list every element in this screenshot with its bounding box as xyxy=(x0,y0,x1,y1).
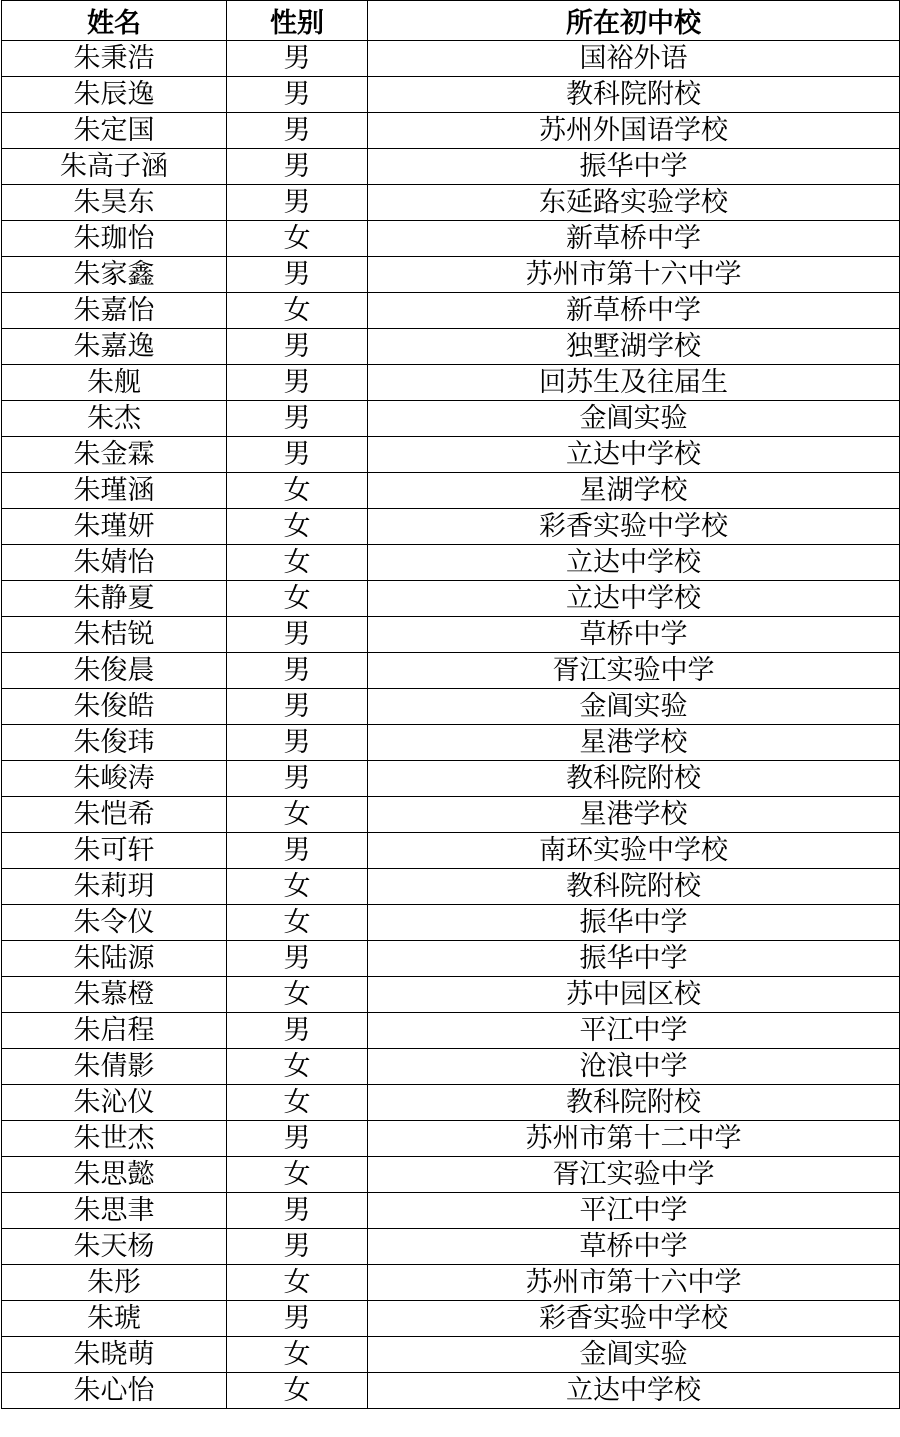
cell-name: 朱辰逸 xyxy=(2,77,227,113)
cell-school: 教科院附校 xyxy=(368,761,900,797)
table-row xyxy=(2,473,900,509)
cell-school: 星湖学校 xyxy=(368,473,900,509)
cell-school: 苏州市第十六中学 xyxy=(368,257,900,293)
cell-gender: 女 xyxy=(227,545,368,581)
cell-gender: 男 xyxy=(227,329,368,365)
cell-name: 朱嘉逸 xyxy=(2,329,227,365)
cell-name: 朱启程 xyxy=(2,1013,227,1049)
table-row xyxy=(2,1121,900,1157)
cell-school: 金阊实验 xyxy=(368,1337,900,1373)
cell-school: 星港学校 xyxy=(368,797,900,833)
cell-school: 独墅湖学校 xyxy=(368,329,900,365)
cell-gender: 男 xyxy=(227,1301,368,1337)
cell-name: 朱舰 xyxy=(2,365,227,401)
table-row xyxy=(2,401,900,437)
cell-gender: 男 xyxy=(227,365,368,401)
cell-gender: 男 xyxy=(227,617,368,653)
table-row xyxy=(2,221,900,257)
cell-gender: 男 xyxy=(227,1121,368,1157)
cell-name: 朱峻涛 xyxy=(2,761,227,797)
cell-name: 朱莉玥 xyxy=(2,869,227,905)
cell-gender: 女 xyxy=(227,869,368,905)
cell-name: 朱定国 xyxy=(2,113,227,149)
cell-gender: 男 xyxy=(227,653,368,689)
cell-name: 朱彤 xyxy=(2,1265,227,1301)
cell-name: 朱思懿 xyxy=(2,1157,227,1193)
cell-school: 教科院附校 xyxy=(368,77,900,113)
table-row xyxy=(2,977,900,1013)
cell-school: 胥江实验中学 xyxy=(368,1157,900,1193)
cell-name: 朱天杨 xyxy=(2,1229,227,1265)
cell-school: 新草桥中学 xyxy=(368,293,900,329)
table-body xyxy=(2,41,900,1409)
table-row xyxy=(2,1157,900,1193)
cell-school: 振华中学 xyxy=(368,941,900,977)
header-school: 所在初中校 xyxy=(368,1,900,41)
cell-school: 苏州市第十六中学 xyxy=(368,1265,900,1301)
cell-school: 振华中学 xyxy=(368,905,900,941)
cell-school: 平江中学 xyxy=(368,1193,900,1229)
cell-gender: 女 xyxy=(227,905,368,941)
cell-name: 朱高子涵 xyxy=(2,149,227,185)
cell-school: 胥江实验中学 xyxy=(368,653,900,689)
cell-gender: 男 xyxy=(227,1193,368,1229)
cell-school: 振华中学 xyxy=(368,149,900,185)
cell-school: 平江中学 xyxy=(368,1013,900,1049)
cell-gender: 男 xyxy=(227,1229,368,1265)
table-row xyxy=(2,833,900,869)
cell-name: 朱世杰 xyxy=(2,1121,227,1157)
cell-name: 朱晓萌 xyxy=(2,1337,227,1373)
cell-name: 朱昊东 xyxy=(2,185,227,221)
cell-gender: 女 xyxy=(227,221,368,257)
table-row xyxy=(2,797,900,833)
cell-name: 朱静夏 xyxy=(2,581,227,617)
cell-gender: 女 xyxy=(227,1157,368,1193)
cell-gender: 女 xyxy=(227,797,368,833)
cell-school: 国裕外语 xyxy=(368,41,900,77)
table-row xyxy=(2,689,900,725)
cell-gender: 女 xyxy=(227,293,368,329)
cell-school: 苏州市第十二中学 xyxy=(368,1121,900,1157)
table-row xyxy=(2,1193,900,1229)
header-row xyxy=(2,1,900,41)
cell-school: 教科院附校 xyxy=(368,1085,900,1121)
cell-name: 朱心怡 xyxy=(2,1373,227,1409)
table-row xyxy=(2,293,900,329)
cell-gender: 男 xyxy=(227,761,368,797)
cell-name: 朱嘉怡 xyxy=(2,293,227,329)
table-row xyxy=(2,1229,900,1265)
cell-gender: 女 xyxy=(227,1085,368,1121)
cell-school: 立达中学校 xyxy=(368,581,900,617)
table-row xyxy=(2,437,900,473)
cell-school: 苏中园区校 xyxy=(368,977,900,1013)
cell-name: 朱秉浩 xyxy=(2,41,227,77)
cell-school: 南环实验中学校 xyxy=(368,833,900,869)
cell-gender: 男 xyxy=(227,41,368,77)
cell-gender: 男 xyxy=(227,257,368,293)
cell-gender: 女 xyxy=(227,977,368,1013)
cell-gender: 男 xyxy=(227,689,368,725)
table-row xyxy=(2,653,900,689)
table-row xyxy=(2,1013,900,1049)
table-row xyxy=(2,905,900,941)
table-row xyxy=(2,869,900,905)
cell-school: 回苏生及往届生 xyxy=(368,365,900,401)
table-row xyxy=(2,509,900,545)
cell-school: 彩香实验中学校 xyxy=(368,1301,900,1337)
cell-gender: 女 xyxy=(227,1265,368,1301)
cell-name: 朱珈怡 xyxy=(2,221,227,257)
cell-school: 教科院附校 xyxy=(368,869,900,905)
cell-gender: 男 xyxy=(227,149,368,185)
cell-name: 朱可轩 xyxy=(2,833,227,869)
cell-name: 朱杰 xyxy=(2,401,227,437)
cell-gender: 男 xyxy=(227,77,368,113)
table-row xyxy=(2,41,900,77)
cell-school: 星港学校 xyxy=(368,725,900,761)
table-row xyxy=(2,1049,900,1085)
table-row xyxy=(2,149,900,185)
cell-gender: 男 xyxy=(227,437,368,473)
cell-gender: 女 xyxy=(227,1049,368,1085)
cell-gender: 女 xyxy=(227,1337,368,1373)
cell-school: 沧浪中学 xyxy=(368,1049,900,1085)
cell-name: 朱婧怡 xyxy=(2,545,227,581)
table-row xyxy=(2,761,900,797)
cell-school: 东延路实验学校 xyxy=(368,185,900,221)
cell-name: 朱恺希 xyxy=(2,797,227,833)
header-gender: 性别 xyxy=(227,1,368,41)
cell-gender: 女 xyxy=(227,1373,368,1409)
cell-name: 朱沁仪 xyxy=(2,1085,227,1121)
cell-name: 朱家鑫 xyxy=(2,257,227,293)
table-row xyxy=(2,329,900,365)
cell-school: 新草桥中学 xyxy=(368,221,900,257)
cell-name: 朱令仪 xyxy=(2,905,227,941)
cell-gender: 女 xyxy=(227,473,368,509)
table-row xyxy=(2,185,900,221)
cell-school: 立达中学校 xyxy=(368,1373,900,1409)
cell-gender: 女 xyxy=(227,509,368,545)
cell-name: 朱桔锐 xyxy=(2,617,227,653)
cell-gender: 男 xyxy=(227,113,368,149)
cell-name: 朱俊玮 xyxy=(2,725,227,761)
cell-name: 朱金霖 xyxy=(2,437,227,473)
cell-name: 朱瑾妍 xyxy=(2,509,227,545)
table-row xyxy=(2,581,900,617)
table-row xyxy=(2,1373,900,1409)
cell-school: 金阊实验 xyxy=(368,401,900,437)
cell-name: 朱慕橙 xyxy=(2,977,227,1013)
cell-gender: 男 xyxy=(227,941,368,977)
cell-name: 朱瑾涵 xyxy=(2,473,227,509)
table-row xyxy=(2,365,900,401)
table-row xyxy=(2,617,900,653)
table-row xyxy=(2,1265,900,1301)
table-row xyxy=(2,257,900,293)
cell-gender: 男 xyxy=(227,1013,368,1049)
table-row xyxy=(2,545,900,581)
cell-name: 朱俊皓 xyxy=(2,689,227,725)
cell-name: 朱倩影 xyxy=(2,1049,227,1085)
cell-school: 苏州外国语学校 xyxy=(368,113,900,149)
table-row xyxy=(2,113,900,149)
table-row xyxy=(2,1337,900,1373)
table-row xyxy=(2,725,900,761)
cell-name: 朱思聿 xyxy=(2,1193,227,1229)
student-table xyxy=(1,0,900,1409)
cell-school: 立达中学校 xyxy=(368,437,900,473)
table-row xyxy=(2,1085,900,1121)
cell-name: 朱琥 xyxy=(2,1301,227,1337)
cell-school: 立达中学校 xyxy=(368,545,900,581)
table-row xyxy=(2,77,900,113)
cell-gender: 男 xyxy=(227,833,368,869)
cell-school: 草桥中学 xyxy=(368,1229,900,1265)
cell-name: 朱陆源 xyxy=(2,941,227,977)
cell-gender: 男 xyxy=(227,185,368,221)
header-name: 姓名 xyxy=(2,1,227,41)
table-row xyxy=(2,1301,900,1337)
cell-school: 金阊实验 xyxy=(368,689,900,725)
cell-gender: 女 xyxy=(227,581,368,617)
cell-gender: 男 xyxy=(227,725,368,761)
cell-school: 草桥中学 xyxy=(368,617,900,653)
cell-school: 彩香实验中学校 xyxy=(368,509,900,545)
cell-name: 朱俊晨 xyxy=(2,653,227,689)
cell-gender: 男 xyxy=(227,401,368,437)
table-row xyxy=(2,941,900,977)
